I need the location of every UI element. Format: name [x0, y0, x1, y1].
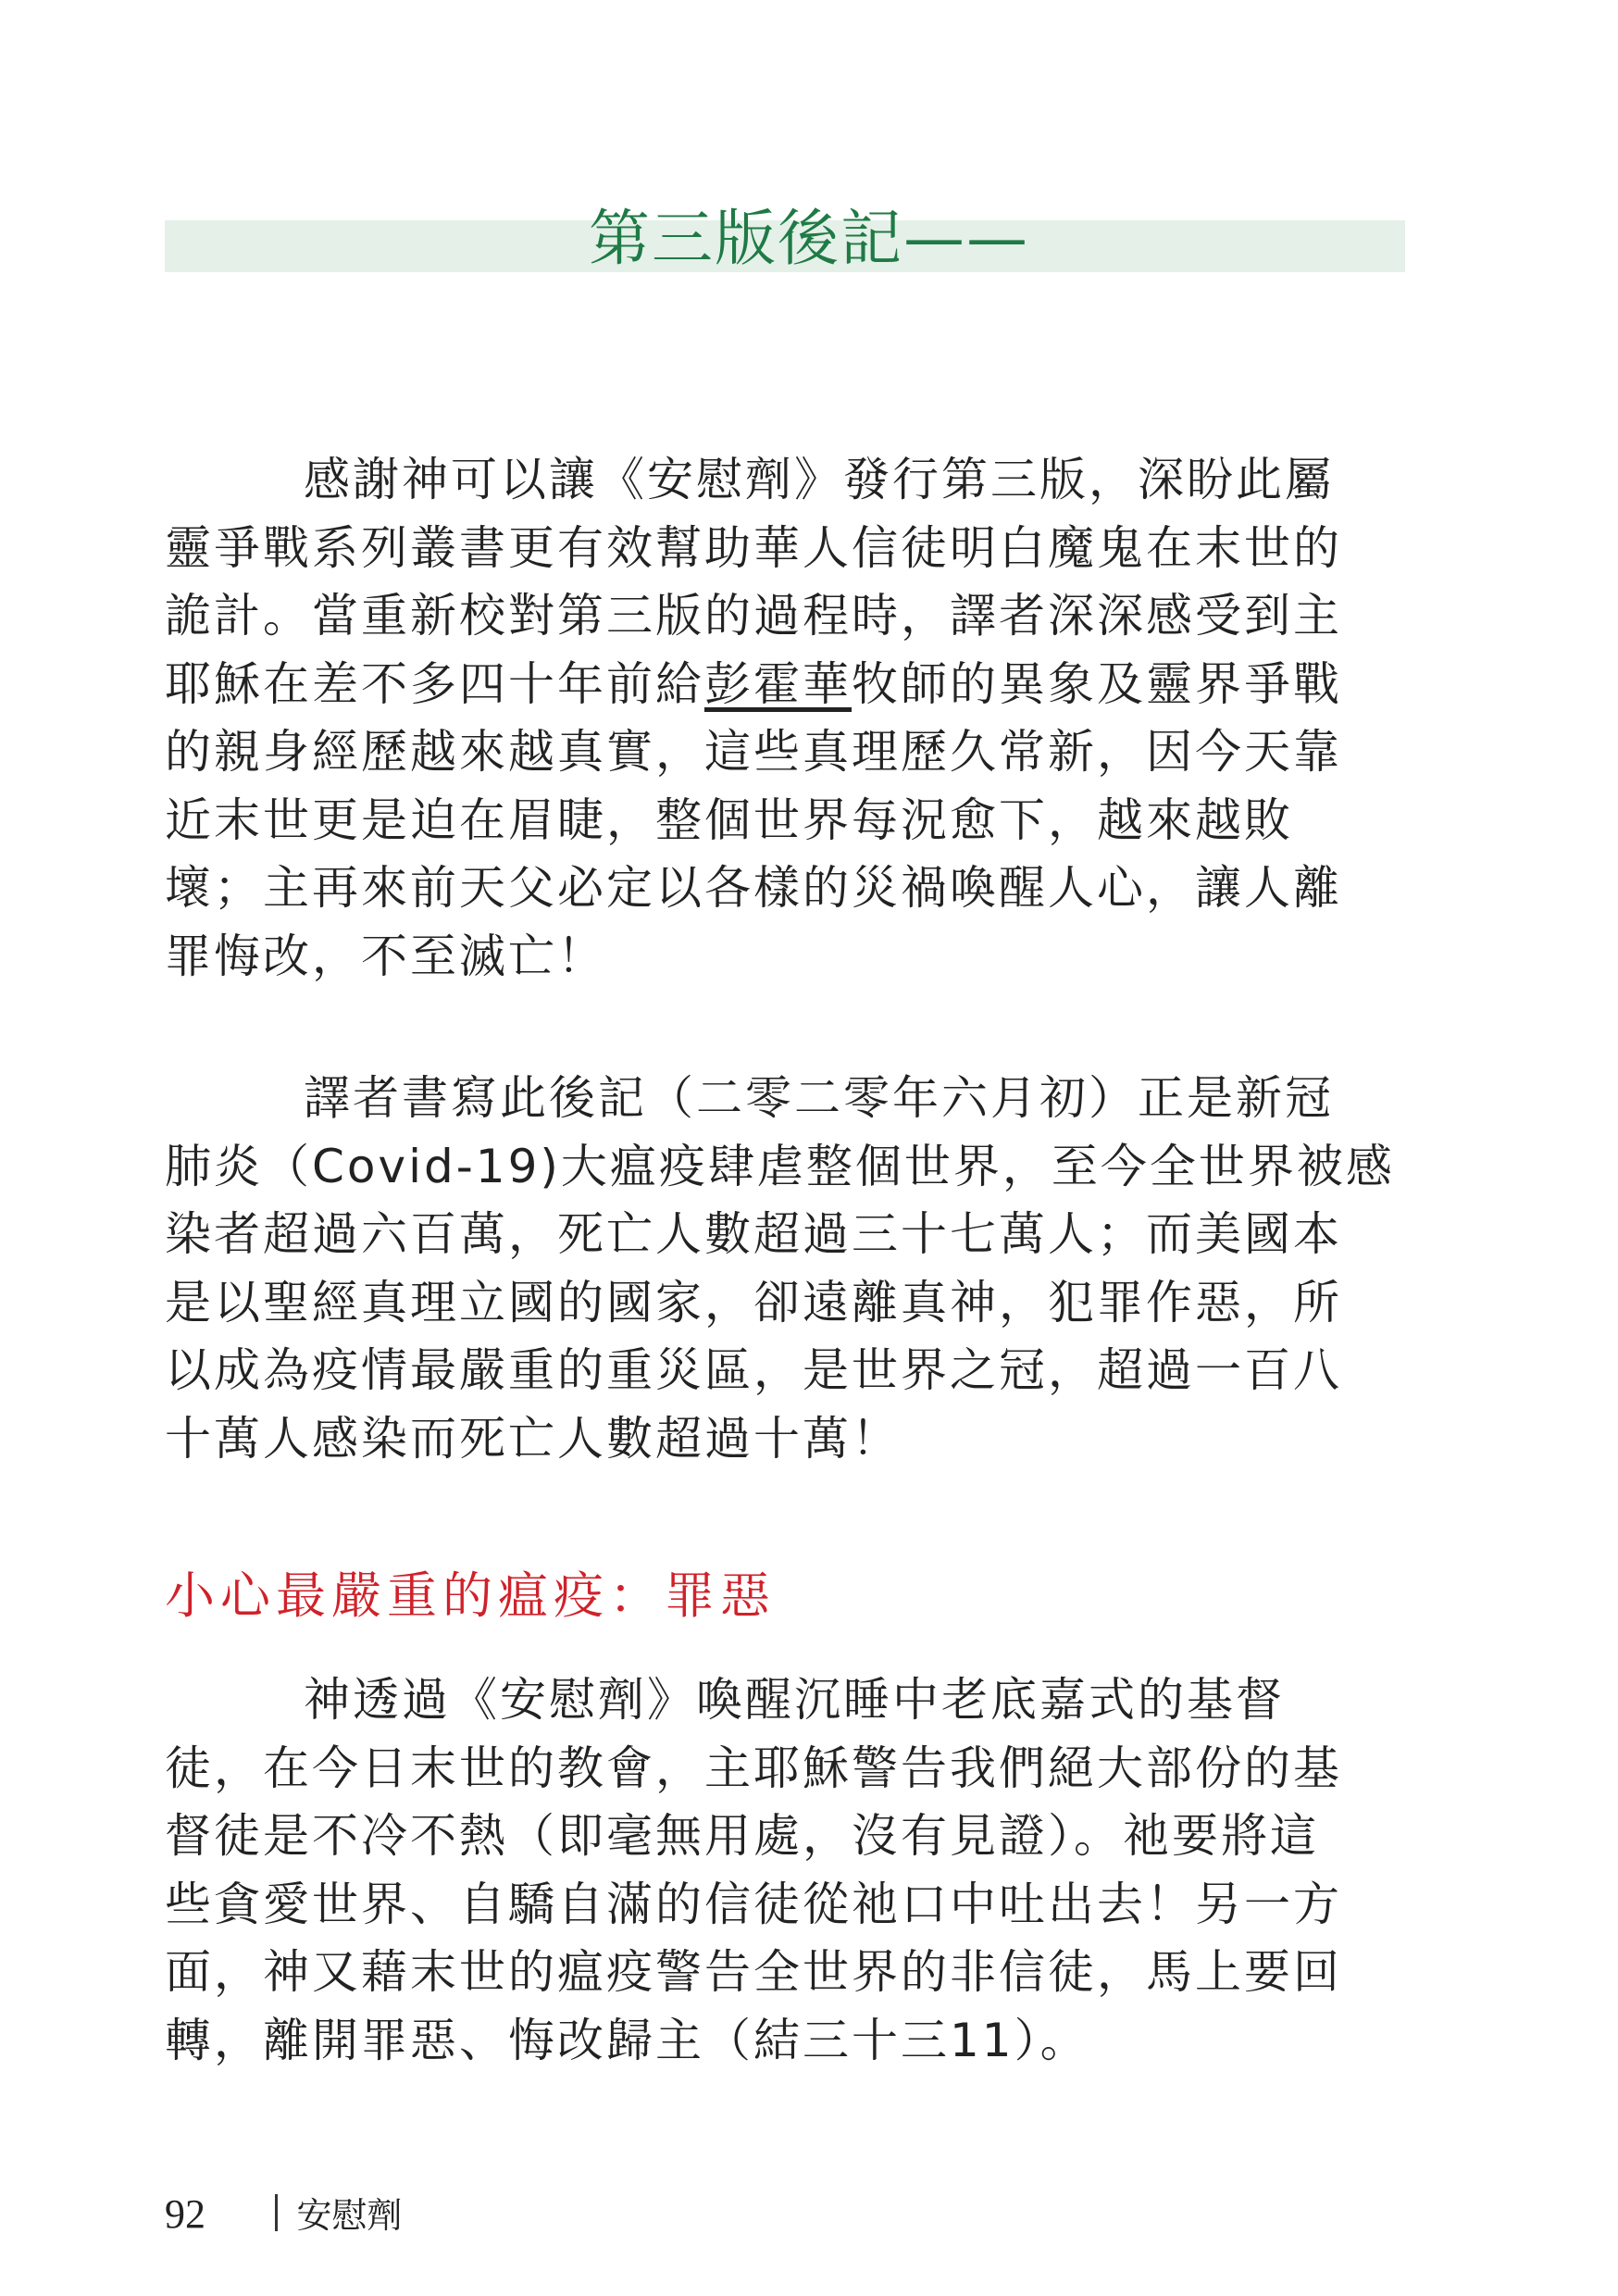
page-number: 92: [165, 2191, 205, 2237]
footer-divider: [275, 2194, 278, 2231]
paragraph-1: [165, 446, 1405, 991]
text-line: 以成為疫情最嚴重的重災區，是世界之冠，超過一百八: [165, 1343, 1342, 1397]
text-line: 詭計。當重新校對第三版的過程時，譯者深深感受到主: [165, 589, 1342, 643]
text-line: 是以聖經真理立國的國家，卻遠離真神，犯罪作惡，所: [165, 1275, 1342, 1329]
underlined-name: 彭霍華: [704, 656, 852, 711]
paragraph-3: [165, 1666, 1405, 2075]
section-subheading: 小心最嚴重的瘟疫：罪惡: [165, 1566, 776, 1625]
page-title: 第三版後記——: [589, 203, 1029, 274]
book-title: 安慰劑: [296, 2195, 403, 2236]
text-line: 感謝神可以讓《安慰劑》發行第三版，深盼此屬: [304, 453, 1334, 506]
page-footer: [165, 2187, 402, 2243]
text-line: [165, 651, 1405, 719]
text-line: 面，神又藉末世的瘟疫警告全世界的非信徒，馬上要回: [165, 1945, 1342, 1999]
text-fragment: 牧師的異象及靈界爭戰: [852, 656, 1342, 711]
text-line: 近末世更是迫在眉睫，整個世界每況愈下，越來越敗: [165, 792, 1293, 847]
text-line: 譯者書寫此後記（二零二零年六月初）正是新冠: [304, 1071, 1334, 1125]
text-line: 壞；主再來前天父必定以各樣的災禍喚醒人心，讓人離: [165, 861, 1342, 915]
text-line: 肺炎（Covid-19)大瘟疫肆虐整個世界，至今全世界被感: [165, 1139, 1395, 1193]
text-line: 徒，在今日末世的教會，主耶穌警告我們絕大部份的基: [165, 1741, 1342, 1795]
text-line: 十萬人感染而死亡人數超過十萬！: [165, 1411, 901, 1466]
text-line: 督徒是不冷不熱（即毫無用處，沒有見證）。祂要將這: [165, 1809, 1319, 1863]
text-line: 靈爭戰系列叢書更有效幫助華人信徒明白魔鬼在末世的: [165, 520, 1342, 575]
text-fragment: 耶穌在差不多四十年前給: [165, 656, 704, 711]
text-line: 染者超過六百萬，死亡人數超過三十七萬人；而美國本: [165, 1207, 1342, 1261]
paragraph-2: [165, 1065, 1405, 1473]
text-line: 些貪愛世界、自驕自滿的信徒從祂口中吐出去！另一方: [165, 1877, 1342, 1931]
text-line: 轉，離開罪惡、悔改歸主（結三十三11）。: [165, 2013, 1089, 2067]
text-line: 的親身經歷越來越真實，這些真理歷久常新，因今天靠: [165, 725, 1342, 779]
text-line: 罪悔改，不至滅亡！: [165, 929, 606, 983]
text-line: 神透過《安慰劑》喚醒沉睡中老底嘉式的基督: [304, 1673, 1285, 1727]
